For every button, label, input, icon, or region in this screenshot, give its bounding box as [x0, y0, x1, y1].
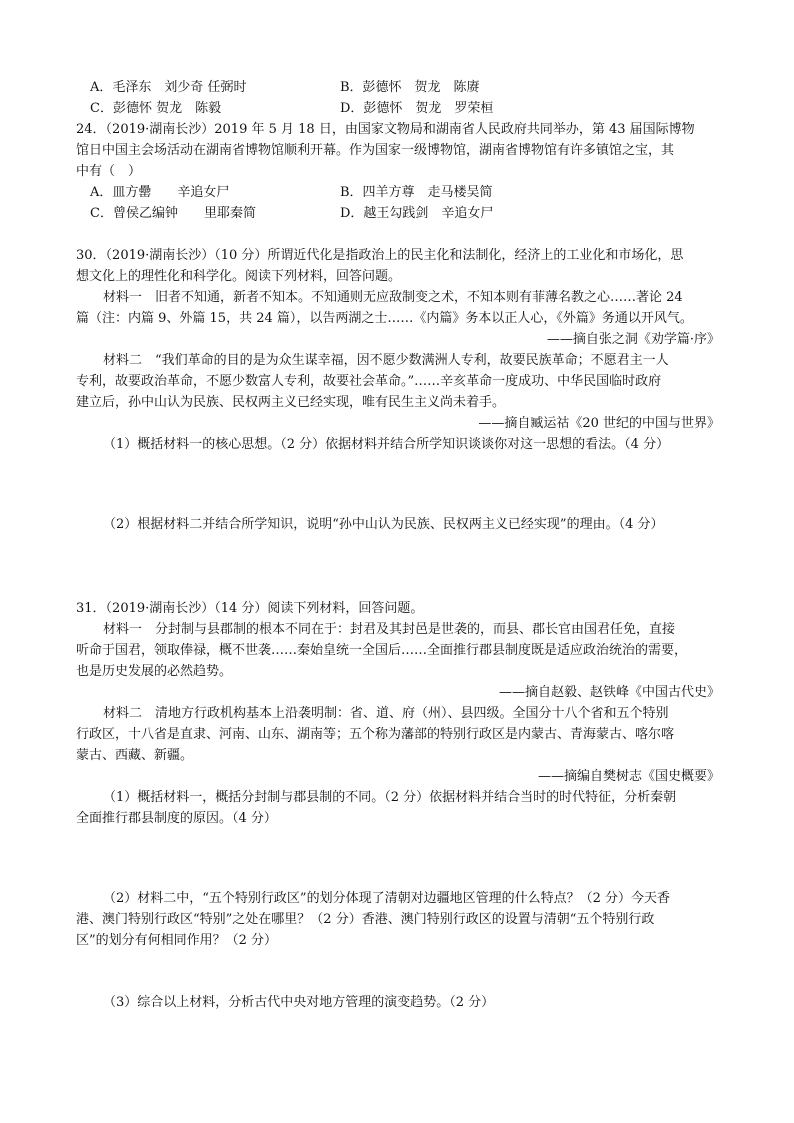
q31-material1-line1: 材料一 分封制与县郡制的根本不同在于：封君及其封邑是世袭的，而县、郡长官由国君任免，直接	[103, 622, 676, 637]
q31-subquestion-1-line1: （1）概括材料一，概括分封制与郡县制的不同。（2 分）依据材料并结合当时的时代特征，分析秦朝	[103, 790, 677, 805]
q31-material1-line2: 听命于国君，领取俸禄，概不世袭……秦始皇统一全国后……全面推行郡县制度既是适应政治统治的需要，	[76, 643, 688, 658]
q31-material2-line1: 材料二 清地方行政机构基本上沿袭明制：省、道、府（州）、县四级。全国分十八个省和五个特别	[103, 706, 669, 721]
q23-option-a: A．毛泽东 刘少奇 任弼时	[90, 80, 247, 95]
q30-subquestion-1: （1）概括材料一的核心思想。（2 分）依据材料并结合所学知识谈谈你对这一思想的看法。（4 分）	[103, 437, 670, 452]
q24-stem-line3: 中有（ ）	[76, 164, 142, 179]
q31-subquestion-3: （3）综合以上材料，分析古代中央对地方管理的演变趋势。（2 分）	[103, 995, 495, 1010]
q30-material1-line1: 材料一 旧者不知通，新者不知本。不知通则无应敌制变之术，不知本则有菲薄名教之心……著论 24	[103, 290, 683, 305]
q31-material2-line2: 行政区，十八省是直隶、河南、山东、湖南等；五个称为藩部的特别行政区是内蒙古、青海蒙古、喀尔喀	[76, 727, 675, 742]
q31-subquestion-1-line2: 全面推行郡县制度的原因。（4 分）	[76, 811, 277, 826]
q30-material2-source: ——摘自臧运祜《20 世纪的中国与世界》	[478, 416, 720, 431]
q30-stem-line1: 30．（2019·湖南长沙）（10 分）所谓近代化是指政治上的民主化和法制化，经济上的工业化和市场化，思	[76, 248, 684, 263]
q30-material1-line2: 篇（注：内篇 9、外篇 15，共 24 篇），以告两湖之士……《内篇》务本以正人心，《外篇》务通以开风气。	[76, 311, 693, 326]
q24-option-d: D．越王勾践剑 辛追女尸	[340, 206, 494, 221]
q30-material2-line1: 材料二 “我们革命的目的是为众生谋幸福，因不愿少数满洲人专利，故要民族革命；不愿君主一人	[103, 353, 669, 368]
q31-stem-line1: 31．（2019·湖南长沙）（14 分）阅读下列材料，回答问题。	[76, 601, 424, 616]
q31-subquestion-2-line3: 区”的划分有何相同作用？（2 分）	[76, 933, 278, 948]
q24-stem-line2: 馆日中国主会场活动在湖南省博物馆顺利开幕。作为国家一级博物馆，湖南省博物馆有许多镇馆之宝，其	[76, 143, 675, 158]
q24-option-c: C．曾侯乙编钟 里耶秦简	[90, 206, 256, 221]
q24-option-b: B．四羊方尊 走马楼吴简	[340, 185, 493, 200]
q23-option-c: C．彭德怀 贺龙 陈毅	[90, 101, 222, 116]
q24-stem-line1: 24．（2019·湖南长沙）2019 年 5 月 18 日，由国家文物局和湖南省人民政府共同举办，第 43 届国际博物	[76, 122, 695, 137]
q31-material1-source: ——摘自赵毅、赵铁峰《中国古代史》	[498, 685, 720, 700]
q30-material1-source: ——摘自张之洞《劝学篇·序》	[546, 332, 720, 347]
q30-subquestion-2: （2）根据材料二并结合所学知识，说明“孙中山认为民族、民权两主义已经实现”的理由。（4 分）	[103, 517, 664, 532]
q30-stem-line2: 想文化上的理性化和科学化。阅读下列材料，回答问题。	[76, 269, 402, 284]
q31-material2-line3: 蒙古、西藏、新疆。	[76, 748, 194, 763]
q23-option-d: D．彭德怀 贺龙 罗荣桓	[340, 101, 494, 116]
q30-material2-line3: 建立后，孙中山认为民族、民权两主义已经实现，唯有民生主义尚未着手。	[76, 395, 506, 410]
q31-subquestion-2-line1: （2）材料二中，“五个特别行政区”的划分体现了清朝对边疆地区管理的什么特点？（2 分）今天香	[103, 891, 670, 906]
q31-material2-source: ——摘编自樊树志《国史概要》	[537, 769, 720, 784]
q31-subquestion-2-line2: 港、澳门特别行政区“特别”之处在哪里？（2 分）香港、澳门特别行政区的设置与清朝“五个特别行政	[76, 912, 655, 927]
q23-option-b: B．彭德怀 贺龙 陈赓	[340, 80, 480, 95]
q31-material1-line3: 也是历史发展的必然趋势。	[76, 664, 233, 679]
q30-material2-line2: 专利，故要政治革命，不愿少数富人专利，故要社会革命。”……辛亥革命一度成功、中华民国临时政府	[76, 374, 662, 389]
q24-option-a: A．皿方罍 辛追女尸	[90, 185, 230, 200]
